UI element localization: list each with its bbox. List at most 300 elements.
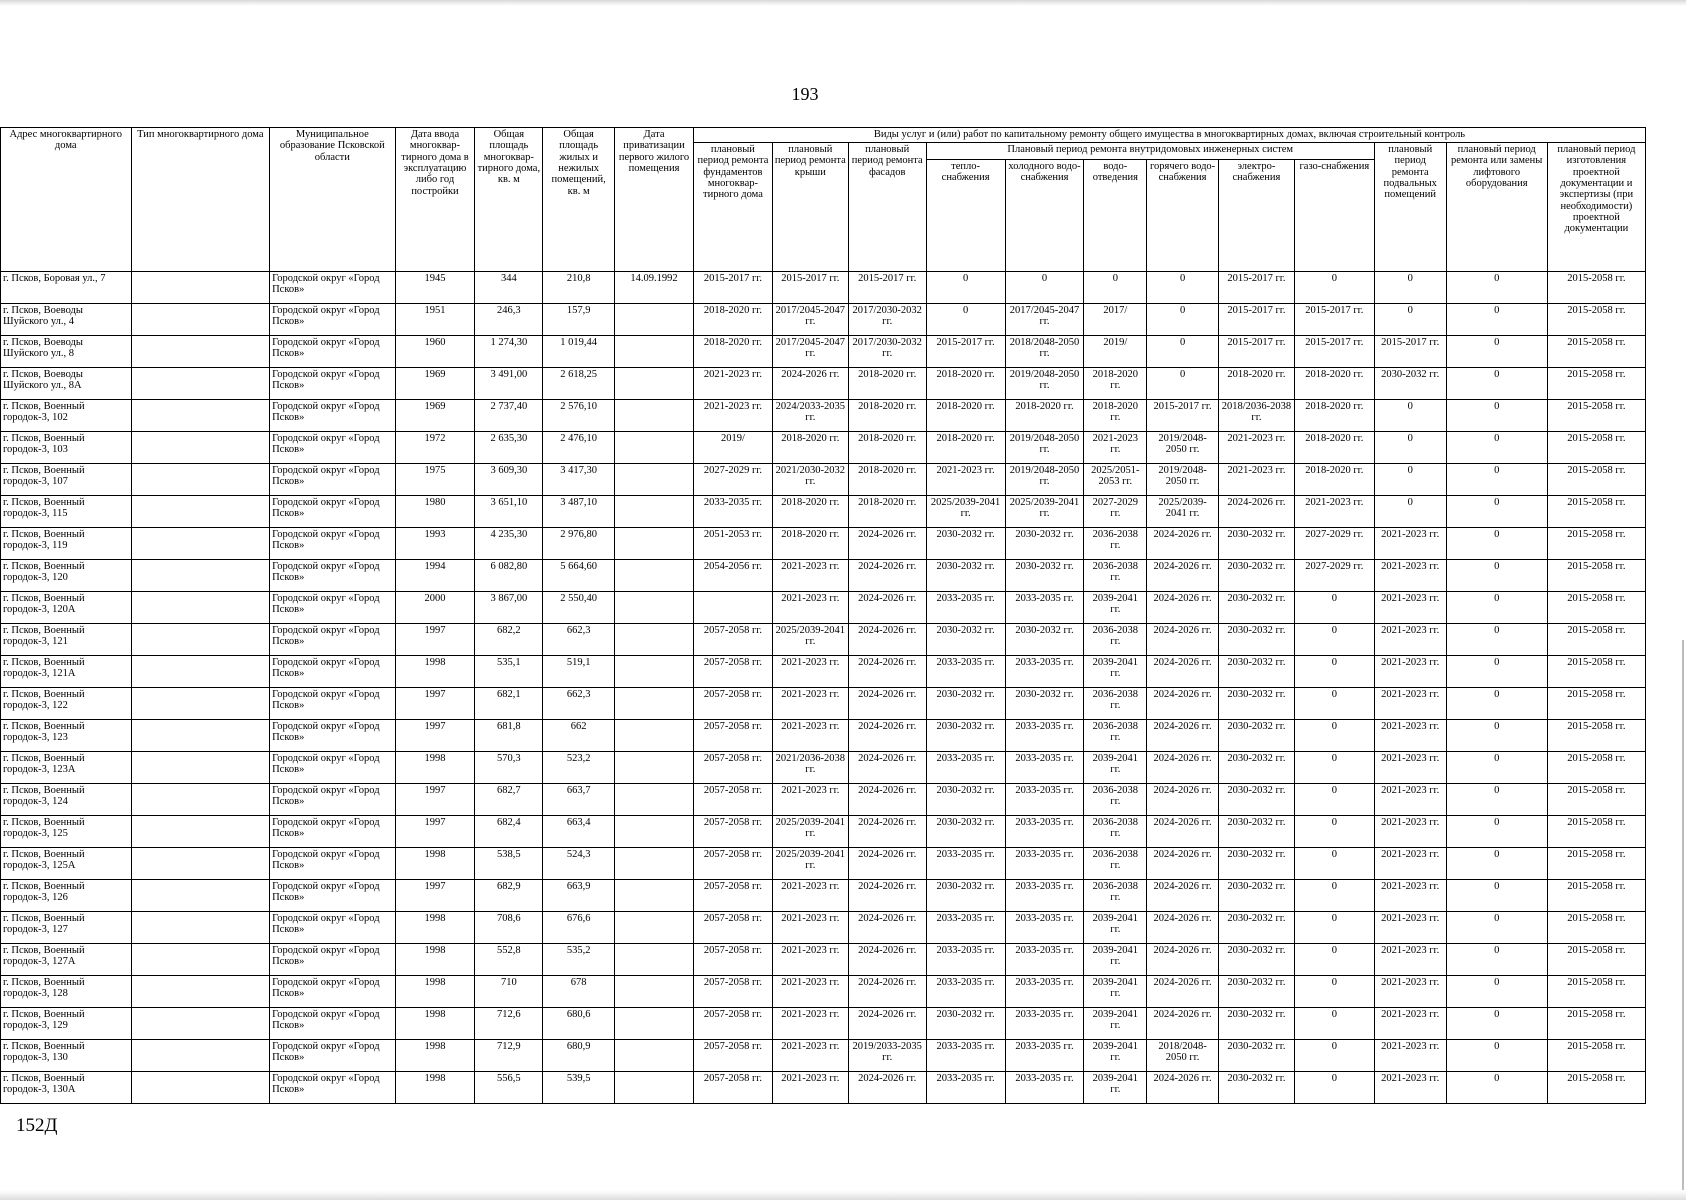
col-commission-date: Дата ввода многоквар-тирного дома в эксплуатацию либо год постройки (395, 128, 475, 272)
cell-total: 3 651,10 (475, 496, 543, 528)
cell-facade: 2024-2026 гг. (848, 816, 926, 848)
cell-cold: 2019/2048-2050 гг. (1005, 464, 1084, 496)
cell-municipality: Городской округ «Город Псков» (270, 752, 395, 784)
cell-heat: 0 (926, 272, 1005, 304)
cell-design: 2015-2058 гг. (1547, 1008, 1645, 1040)
cell-address: г. Псков, Военный городок-3, 127 (1, 912, 132, 944)
cell-heat: 2015-2017 гг. (926, 336, 1005, 368)
cell-facade: 2024-2026 гг. (848, 720, 926, 752)
col-privatization-date: Дата приватизации первого жилого помещения (615, 128, 694, 272)
cell-electric: 2015-2017 гг. (1219, 304, 1295, 336)
cell-type (131, 432, 270, 464)
cell-municipality: Городской округ «Город Псков» (270, 976, 395, 1008)
cell-foundation: 2054-2056 гг. (693, 560, 772, 592)
cell-type (131, 464, 270, 496)
cell-design: 2015-2058 гг. (1547, 848, 1645, 880)
cell-total: 4 235,30 (475, 528, 543, 560)
cell-cold: 2019/2048-2050 гг. (1005, 368, 1084, 400)
cell-sewer: 2036-2038 гг. (1084, 720, 1147, 752)
cell-elevator: 0 (1446, 656, 1547, 688)
cell-electric: 2030-2032 гг. (1219, 528, 1295, 560)
cell-type (131, 368, 270, 400)
cell-municipality: Городской округ «Город Псков» (270, 688, 395, 720)
cell-basement: 2021-2023 гг. (1374, 1040, 1446, 1072)
cell-facade: 2024-2026 гг. (848, 528, 926, 560)
table-row (1, 1072, 1646, 1104)
cell-heat: 2030-2032 гг. (926, 880, 1005, 912)
cell-type (131, 816, 270, 848)
cell-roof: 2018-2020 гг. (772, 496, 848, 528)
cell-priv (615, 816, 694, 848)
cell-gas: 0 (1294, 720, 1374, 752)
col-elevator: плановый период ремонта или замены лифтового оборудования (1446, 143, 1547, 272)
table-row (1, 976, 1646, 1008)
cell-year: 1998 (395, 1008, 475, 1040)
cell-electric: 2030-2032 гг. (1219, 624, 1295, 656)
col-roof: плановый период ремонта крыши (772, 143, 848, 272)
cell-living: 3 417,30 (543, 464, 615, 496)
cell-year: 1997 (395, 624, 475, 656)
cell-living: 524,3 (543, 848, 615, 880)
cell-total: 552,8 (475, 944, 543, 976)
cell-foundation: 2051-2053 гг. (693, 528, 772, 560)
cell-hot: 2024-2026 гг. (1147, 688, 1219, 720)
cell-sewer: 2039-2041 гг. (1084, 592, 1147, 624)
cell-priv (615, 720, 694, 752)
scan-edge-right (1682, 640, 1684, 1190)
cell-electric: 2030-2032 гг. (1219, 944, 1295, 976)
cell-cold: 2033-2035 гг. (1005, 944, 1084, 976)
cell-elevator: 0 (1446, 1008, 1547, 1040)
cell-basement: 2021-2023 гг. (1374, 912, 1446, 944)
cell-living: 3 487,10 (543, 496, 615, 528)
cell-cold: 2018/2048-2050 гг. (1005, 336, 1084, 368)
cell-foundation: 2057-2058 гг. (693, 752, 772, 784)
col-gas: газо-снабжения (1294, 160, 1374, 272)
cell-living: 2 476,10 (543, 432, 615, 464)
cell-type (131, 848, 270, 880)
col-type: Тип многоквартирного дома (131, 128, 270, 272)
cell-cold: 2030-2032 гг. (1005, 688, 1084, 720)
cell-municipality: Городской округ «Город Псков» (270, 528, 395, 560)
cell-total: 710 (475, 976, 543, 1008)
cell-facade: 2024-2026 гг. (848, 944, 926, 976)
cell-gas: 0 (1294, 272, 1374, 304)
cell-municipality: Городской округ «Город Псков» (270, 496, 395, 528)
cell-sewer: 2039-2041 гг. (1084, 752, 1147, 784)
cell-gas: 0 (1294, 1072, 1374, 1104)
cell-year: 1980 (395, 496, 475, 528)
cell-total: 3 609,30 (475, 464, 543, 496)
col-hot-water: горячего водо-снабжения (1147, 160, 1219, 272)
cell-basement: 2021-2023 гг. (1374, 784, 1446, 816)
table-row (1, 1040, 1646, 1072)
table-row (1, 432, 1646, 464)
cell-municipality: Городской округ «Город Псков» (270, 432, 395, 464)
cell-year: 1998 (395, 848, 475, 880)
table-row (1, 688, 1646, 720)
cell-hot: 2024-2026 гг. (1147, 752, 1219, 784)
cell-heat: 2018-2020 гг. (926, 400, 1005, 432)
cell-living: 662,3 (543, 624, 615, 656)
cell-electric: 2030-2032 гг. (1219, 848, 1295, 880)
cell-living: 680,6 (543, 1008, 615, 1040)
cell-type (131, 1072, 270, 1104)
cell-roof: 2021-2023 гг. (772, 688, 848, 720)
cell-sewer: 2036-2038 гг. (1084, 688, 1147, 720)
cell-facade: 2019/2033-2035 гг. (848, 1040, 926, 1072)
cell-elevator: 0 (1446, 752, 1547, 784)
cell-basement: 2021-2023 гг. (1374, 1008, 1446, 1040)
cell-living: 663,7 (543, 784, 615, 816)
cell-priv (615, 560, 694, 592)
col-design-docs: плановый период изготовления проектной документации и экспертизы (при необходимости) проектной документации (1547, 143, 1645, 272)
cell-foundation: 2015-2017 гг. (693, 272, 772, 304)
cell-basement: 2030-2032 гг. (1374, 368, 1446, 400)
cell-priv (615, 1008, 694, 1040)
cell-year: 1997 (395, 688, 475, 720)
cell-electric: 2030-2032 гг. (1219, 976, 1295, 1008)
cell-hot: 2024-2026 гг. (1147, 816, 1219, 848)
cell-facade: 2024-2026 гг. (848, 1008, 926, 1040)
cell-address: г. Псков, Военный городок-3, 102 (1, 400, 132, 432)
cell-foundation (693, 592, 772, 624)
cell-priv: 14.09.1992 (615, 272, 694, 304)
cell-basement: 2021-2023 гг. (1374, 944, 1446, 976)
col-foundation: плановый период ремонта фундаментов многоквар-тирного дома (693, 143, 772, 272)
cell-sewer: 2036-2038 гг. (1084, 624, 1147, 656)
cell-facade: 2018-2020 гг. (848, 496, 926, 528)
cell-type (131, 496, 270, 528)
cell-facade: 2024-2026 гг. (848, 784, 926, 816)
cell-living: 2 618,25 (543, 368, 615, 400)
cell-electric: 2030-2032 гг. (1219, 1008, 1295, 1040)
table-row (1, 816, 1646, 848)
cell-facade: 2018-2020 гг. (848, 464, 926, 496)
cell-design: 2015-2058 гг. (1547, 400, 1645, 432)
cell-priv (615, 336, 694, 368)
cell-elevator: 0 (1446, 528, 1547, 560)
cell-address: г. Псков, Военный городок-3, 130 (1, 1040, 132, 1072)
cell-address: г. Псков, Военный городок-3, 127А (1, 944, 132, 976)
cell-design: 2015-2058 гг. (1547, 368, 1645, 400)
cell-year: 1997 (395, 784, 475, 816)
cell-total: 1 274,30 (475, 336, 543, 368)
cell-cold: 2019/2048-2050 гг. (1005, 432, 1084, 464)
cell-sewer: 2036-2038 гг. (1084, 784, 1147, 816)
cell-cold: 0 (1005, 272, 1084, 304)
col-heat: тепло-снабжения (926, 160, 1005, 272)
cell-living: 662,3 (543, 688, 615, 720)
cell-municipality: Городской округ «Город Псков» (270, 400, 395, 432)
cell-type (131, 784, 270, 816)
cell-heat: 2033-2035 гг. (926, 592, 1005, 624)
cell-electric: 2030-2032 гг. (1219, 912, 1295, 944)
cell-total: 6 082,80 (475, 560, 543, 592)
cell-municipality: Городской округ «Город Псков» (270, 1008, 395, 1040)
cell-gas: 0 (1294, 752, 1374, 784)
cell-priv (615, 624, 694, 656)
cell-total: 535,1 (475, 656, 543, 688)
cell-facade: 2024-2026 гг. (848, 880, 926, 912)
cell-municipality: Городской округ «Город Псков» (270, 1072, 395, 1104)
cell-design: 2015-2058 гг. (1547, 688, 1645, 720)
cell-facade: 2024-2026 гг. (848, 1072, 926, 1104)
cell-sewer: 2036-2038 гг. (1084, 880, 1147, 912)
cell-type (131, 1008, 270, 1040)
cell-year: 1998 (395, 976, 475, 1008)
cell-gas: 0 (1294, 816, 1374, 848)
cell-type (131, 272, 270, 304)
cell-elevator: 0 (1446, 720, 1547, 752)
cell-facade: 2024-2026 гг. (848, 976, 926, 1008)
cell-gas: 2015-2017 гг. (1294, 304, 1374, 336)
cell-cold: 2017/2045-2047 гг. (1005, 304, 1084, 336)
cell-living: 5 664,60 (543, 560, 615, 592)
cell-address: г. Псков, Военный городок-3, 129 (1, 1008, 132, 1040)
cell-total: 682,9 (475, 880, 543, 912)
cell-heat: 2018-2020 гг. (926, 368, 1005, 400)
cell-design: 2015-2058 гг. (1547, 528, 1645, 560)
cell-facade: 2024-2026 гг. (848, 848, 926, 880)
cell-year: 1997 (395, 720, 475, 752)
cell-living: 663,9 (543, 880, 615, 912)
cell-basement: 2021-2023 гг. (1374, 752, 1446, 784)
cell-priv (615, 912, 694, 944)
cell-priv (615, 496, 694, 528)
table-header (1, 128, 1646, 272)
cell-foundation: 2057-2058 гг. (693, 720, 772, 752)
cell-priv (615, 592, 694, 624)
cell-hot: 2024-2026 гг. (1147, 1072, 1219, 1104)
cell-foundation: 2057-2058 гг. (693, 624, 772, 656)
cell-heat: 2033-2035 гг. (926, 944, 1005, 976)
cell-roof: 2021-2023 гг. (772, 592, 848, 624)
cell-address: г. Псков, Воеводы Шуйского ул., 8А (1, 368, 132, 400)
cell-elevator: 0 (1446, 496, 1547, 528)
cell-gas: 2015-2017 гг. (1294, 336, 1374, 368)
cell-address: г. Псков, Военный городок-3, 103 (1, 432, 132, 464)
cell-living: 663,4 (543, 816, 615, 848)
cell-electric: 2021-2023 гг. (1219, 464, 1295, 496)
cell-facade: 2015-2017 гг. (848, 272, 926, 304)
cell-total: 570,3 (475, 752, 543, 784)
cell-cold: 2025/2039-2041 гг. (1005, 496, 1084, 528)
table-row (1, 784, 1646, 816)
cell-address: г. Псков, Военный городок-3, 115 (1, 496, 132, 528)
cell-total: 712,9 (475, 1040, 543, 1072)
table-row (1, 496, 1646, 528)
cell-gas: 0 (1294, 1008, 1374, 1040)
table-row (1, 400, 1646, 432)
cell-total: 682,7 (475, 784, 543, 816)
cell-design: 2015-2058 гг. (1547, 592, 1645, 624)
cell-hot: 2024-2026 гг. (1147, 976, 1219, 1008)
cell-year: 1998 (395, 1040, 475, 1072)
table-row (1, 272, 1646, 304)
cell-priv (615, 464, 694, 496)
cell-municipality: Городской округ «Город Псков» (270, 880, 395, 912)
cell-hot: 0 (1147, 336, 1219, 368)
cell-year: 1969 (395, 368, 475, 400)
cell-basement: 2021-2023 гг. (1374, 656, 1446, 688)
cell-elevator: 0 (1446, 880, 1547, 912)
cell-design: 2015-2058 гг. (1547, 752, 1645, 784)
cell-sewer: 2036-2038 гг. (1084, 528, 1147, 560)
cell-year: 1960 (395, 336, 475, 368)
cell-facade: 2017/2030-2032 гг. (848, 304, 926, 336)
cell-facade: 2024-2026 гг. (848, 592, 926, 624)
cell-sewer: 2039-2041 гг. (1084, 1008, 1147, 1040)
cell-year: 1998 (395, 912, 475, 944)
cell-address: г. Псков, Военный городок-3, 120А (1, 592, 132, 624)
cell-address: г. Псков, Военный городок-3, 130А (1, 1072, 132, 1104)
cell-hot: 2024-2026 гг. (1147, 624, 1219, 656)
col-address: Адрес многоквартирного дома (1, 128, 132, 272)
cell-sewer: 2036-2038 гг. (1084, 560, 1147, 592)
cell-total: 2 737,40 (475, 400, 543, 432)
cell-municipality: Городской округ «Город Псков» (270, 720, 395, 752)
cell-elevator: 0 (1446, 1040, 1547, 1072)
cell-facade: 2018-2020 гг. (848, 400, 926, 432)
cell-year: 1997 (395, 816, 475, 848)
table-row (1, 912, 1646, 944)
cell-basement: 2021-2023 гг. (1374, 528, 1446, 560)
table-row (1, 336, 1646, 368)
cell-electric: 2030-2032 гг. (1219, 784, 1295, 816)
cell-heat: 0 (926, 304, 1005, 336)
cell-electric: 2015-2017 гг. (1219, 336, 1295, 368)
cell-hot: 2025/2039-2041 гг. (1147, 496, 1219, 528)
cell-roof: 2017/2045-2047 гг. (772, 336, 848, 368)
cell-basement: 2021-2023 гг. (1374, 624, 1446, 656)
cell-design: 2015-2058 гг. (1547, 624, 1645, 656)
cell-heat: 2021-2023 гг. (926, 464, 1005, 496)
cell-basement: 0 (1374, 432, 1446, 464)
cell-type (131, 688, 270, 720)
sheet-code: 152Д (16, 1115, 58, 1136)
cell-sewer: 2019/ (1084, 336, 1147, 368)
cell-municipality: Городской округ «Город Псков» (270, 784, 395, 816)
table-row (1, 368, 1646, 400)
cell-hot: 2024-2026 гг. (1147, 720, 1219, 752)
cell-type (131, 336, 270, 368)
cell-total: 3 867,00 (475, 592, 543, 624)
col-group-engineering: Плановый период ремонта внутридомовых инженерных систем (926, 143, 1374, 160)
cell-gas: 0 (1294, 1040, 1374, 1072)
cell-year: 1998 (395, 752, 475, 784)
cell-design: 2015-2058 гг. (1547, 784, 1645, 816)
cell-heat: 2030-2032 гг. (926, 1008, 1005, 1040)
cell-hot: 2024-2026 гг. (1147, 656, 1219, 688)
cell-heat: 2033-2035 гг. (926, 656, 1005, 688)
cell-electric: 2030-2032 гг. (1219, 1040, 1295, 1072)
cell-municipality: Городской округ «Город Псков» (270, 304, 395, 336)
cell-cold: 2033-2035 гг. (1005, 816, 1084, 848)
cell-design: 2015-2058 гг. (1547, 720, 1645, 752)
cell-roof: 2021/2036-2038 гг. (772, 752, 848, 784)
cell-sewer: 2018-2020 гг. (1084, 400, 1147, 432)
cell-municipality: Городской округ «Город Псков» (270, 592, 395, 624)
cell-basement: 2021-2023 гг. (1374, 560, 1446, 592)
cell-type (131, 624, 270, 656)
cell-electric: 2018/2036-2038 гг. (1219, 400, 1295, 432)
cell-total: 682,1 (475, 688, 543, 720)
table-row (1, 1008, 1646, 1040)
cell-basement: 2021-2023 гг. (1374, 848, 1446, 880)
cell-total: 712,6 (475, 1008, 543, 1040)
cell-electric: 2030-2032 гг. (1219, 688, 1295, 720)
cell-hot: 2019/2048-2050 гг. (1147, 432, 1219, 464)
cell-gas: 0 (1294, 784, 1374, 816)
cell-address: г. Псков, Военный городок-3, 125А (1, 848, 132, 880)
cell-address: г. Псков, Военный городок-3, 121 (1, 624, 132, 656)
cell-cold: 2033-2035 гг. (1005, 784, 1084, 816)
cell-design: 2015-2058 гг. (1547, 336, 1645, 368)
col-group-works: Виды услуг и (или) работ по капитальному ремонту общего имущества в многоквартирных домах, включая строительный контроль (693, 128, 1645, 143)
cell-hot: 2024-2026 гг. (1147, 528, 1219, 560)
cell-municipality: Городской округ «Город Псков» (270, 912, 395, 944)
cell-design: 2015-2058 гг. (1547, 656, 1645, 688)
cell-foundation: 2027-2029 гг. (693, 464, 772, 496)
cell-basement: 2021-2023 гг. (1374, 720, 1446, 752)
cell-sewer: 2018-2020 гг. (1084, 368, 1147, 400)
cell-type (131, 528, 270, 560)
cell-electric: 2030-2032 гг. (1219, 816, 1295, 848)
cell-roof: 2021-2023 гг. (772, 912, 848, 944)
cell-total: 682,2 (475, 624, 543, 656)
cell-total: 682,4 (475, 816, 543, 848)
cell-cold: 2033-2035 гг. (1005, 1008, 1084, 1040)
cell-priv (615, 976, 694, 1008)
cell-gas: 2018-2020 гг. (1294, 464, 1374, 496)
cell-year: 1993 (395, 528, 475, 560)
cell-address: г. Псков, Военный городок-3, 119 (1, 528, 132, 560)
cell-design: 2015-2058 гг. (1547, 816, 1645, 848)
cell-gas: 0 (1294, 976, 1374, 1008)
cell-hot: 0 (1147, 272, 1219, 304)
cell-municipality: Городской округ «Город Псков» (270, 848, 395, 880)
cell-hot: 2024-2026 гг. (1147, 944, 1219, 976)
cell-roof: 2015-2017 гг. (772, 272, 848, 304)
cell-elevator: 0 (1446, 560, 1547, 592)
cell-roof: 2024-2026 гг. (772, 368, 848, 400)
cell-type (131, 400, 270, 432)
cell-gas: 2018-2020 гг. (1294, 432, 1374, 464)
cell-heat: 2030-2032 гг. (926, 784, 1005, 816)
cell-elevator: 0 (1446, 976, 1547, 1008)
cell-foundation: 2057-2058 гг. (693, 944, 772, 976)
cell-heat: 2030-2032 гг. (926, 816, 1005, 848)
cell-cold: 2033-2035 гг. (1005, 1072, 1084, 1104)
cell-heat: 2030-2032 гг. (926, 624, 1005, 656)
cell-facade: 2018-2020 гг. (848, 432, 926, 464)
cell-priv (615, 432, 694, 464)
cell-living: 662 (543, 720, 615, 752)
cell-sewer: 2039-2041 гг. (1084, 656, 1147, 688)
cell-foundation: 2021-2023 гг. (693, 400, 772, 432)
table-row (1, 464, 1646, 496)
cell-hot: 2024-2026 гг. (1147, 880, 1219, 912)
col-facade: плановый период ремонта фасадов (848, 143, 926, 272)
cell-basement: 2021-2023 гг. (1374, 592, 1446, 624)
cell-design: 2015-2058 гг. (1547, 1072, 1645, 1104)
cell-roof: 2021-2023 гг. (772, 976, 848, 1008)
cell-heat: 2030-2032 гг. (926, 560, 1005, 592)
cell-priv (615, 688, 694, 720)
cell-basement: 2021-2023 гг. (1374, 688, 1446, 720)
cell-roof: 2021-2023 гг. (772, 656, 848, 688)
